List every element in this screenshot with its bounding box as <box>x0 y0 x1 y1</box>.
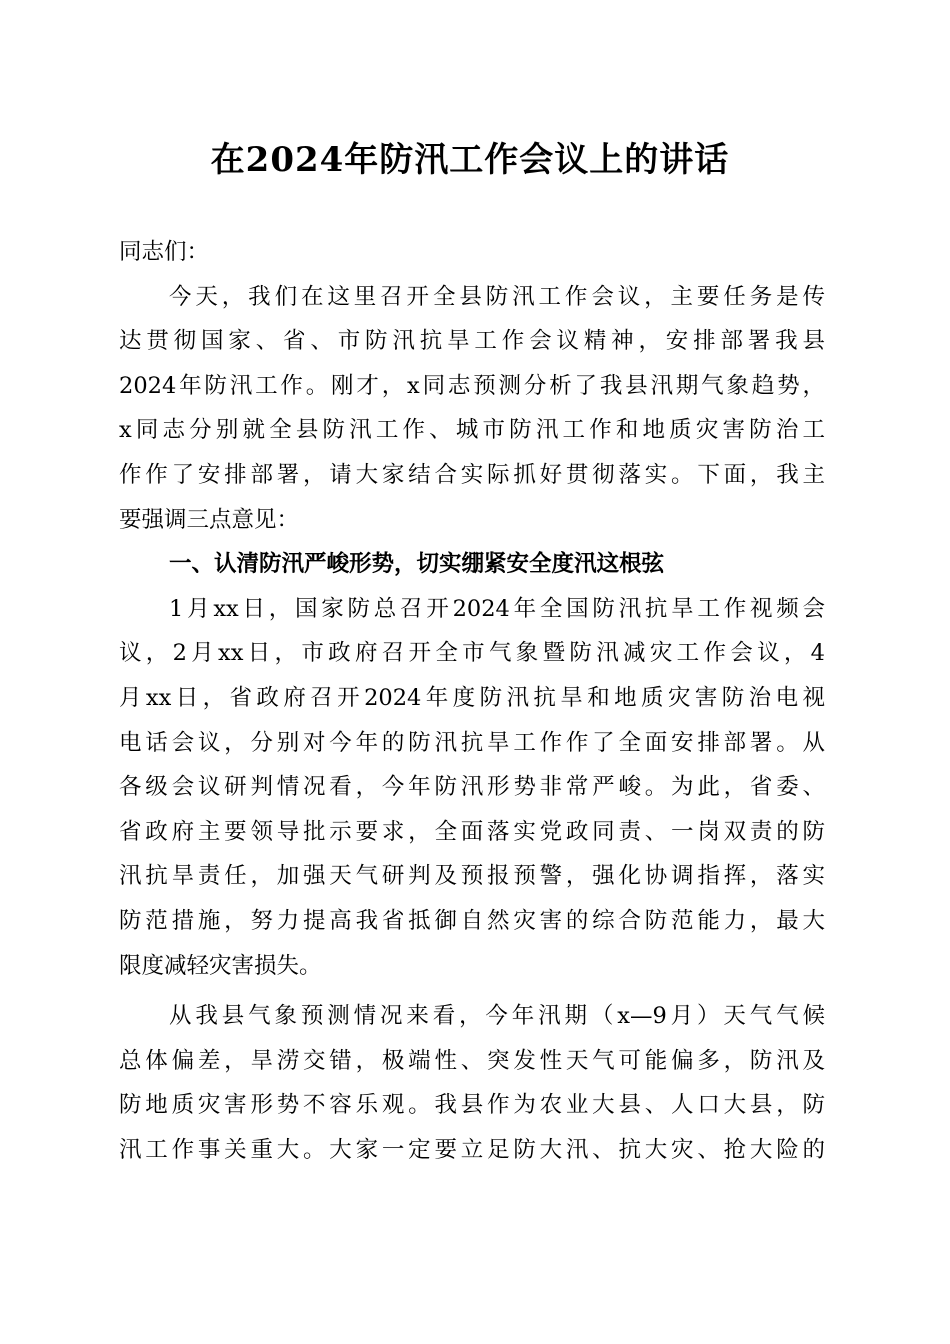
paragraph-line: 省政府主要领导批示要求，全面落实党政同责、一岗双责的防 <box>119 818 825 845</box>
document-body <box>119 230 825 1172</box>
paragraph-line: 要强调三点意见： <box>119 506 300 533</box>
paragraph-line: 防范措施，努力提高我省抵御自然灾害的综合防范能力，最大 <box>119 907 825 934</box>
paragraph-line: 限度减轻灾害损失。 <box>119 952 322 979</box>
paragraph-line: 各级会议研判情况看，今年防汛形势非常严峻。为此，省委、 <box>119 774 825 801</box>
paragraph-2 <box>119 587 825 988</box>
paragraph-line: 达贯彻国家、省、市防汛抗旱工作会议精神，安排部署我县 <box>119 328 825 355</box>
paragraph-3 <box>119 994 825 1172</box>
paragraph-line: 汛抗旱责任，加强天气研判及预报预警，强化协调指挥，落实 <box>119 863 825 890</box>
paragraph-line: 防地质灾害形势不容乐观。我县作为农业大县、人口大县，防 <box>119 1092 825 1119</box>
paragraph-line: 今天，我们在这里召开全县防汛工作会议，主要任务是传 <box>169 283 825 310</box>
paragraph-line: 汛工作事关重大。大家一定要立足防大汛、抗大灾、抢大险的 <box>119 1136 825 1163</box>
paragraph-1 <box>119 275 825 543</box>
paragraph-line: 议，2月xx日，市政府召开全市气象暨防汛减灾工作会议，4 <box>119 640 825 667</box>
paragraph-line: x同志分别就全县防汛工作、城市防汛工作和地质灾害防治工 <box>119 417 825 444</box>
paragraph-line: 作作了安排部署，请大家结合实际抓好贯彻落实。下面，我主 <box>119 461 825 488</box>
paragraph-line: 2024年防汛工作。刚才，x同志预测分析了我县汛期气象趋势， <box>119 372 825 399</box>
section-heading: 一、认清防汛严峻形势，切实绷紧安全度汛这根弦 <box>169 551 665 578</box>
paragraph-line: 从我县气象预测情况来看，今年汛期（x—9月）天气气候 <box>169 1003 825 1030</box>
salutation: 同志们： <box>119 239 210 265</box>
document-title: 在2024年防汛工作会议上的讲话 <box>210 140 730 180</box>
paragraph-line: 电话会议，分别对今年的防汛抗旱工作作了全面安排部署。从 <box>119 729 825 756</box>
paragraph-line: 总体偏差，旱涝交错，极端性、突发性天气可能偏多，防汛及 <box>119 1047 825 1074</box>
paragraph-line: 1月xx日，国家防总召开2024年全国防汛抗旱工作视频会 <box>169 595 825 622</box>
paragraph-line: 月xx日，省政府召开2024年度防汛抗旱和地质灾害防治电视 <box>119 684 825 711</box>
